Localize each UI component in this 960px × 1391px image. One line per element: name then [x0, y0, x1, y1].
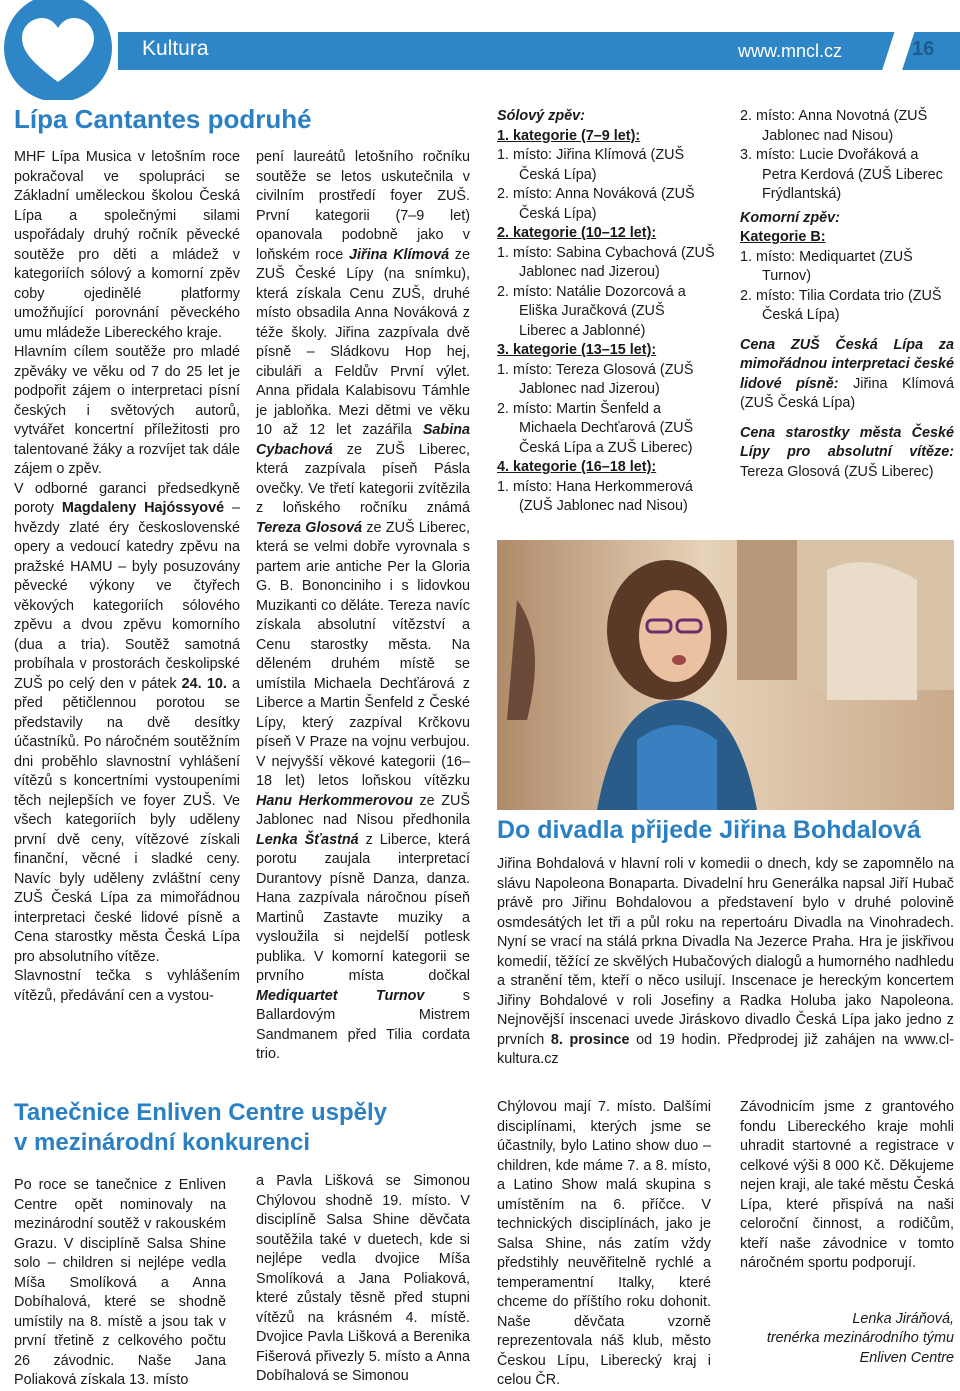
results-column-2	[740, 107, 954, 482]
special-prize-mayor: Cena starostky města České Lípy pro absolutní vítěze: Tereza Glosová (ZUŠ Liberec)	[740, 424, 954, 480]
heart-logo-icon	[0, 0, 118, 100]
article3-column-4: Závodnicím jsme z grantového fondu Libereckého kraje mohli uhradit startovné a registrace v celkové výši 8 000 Kč. Děkujeme nejen kraji, ale také městu Česká Lípa, které přispívá na naši celoroční činnost, a rodičům, kteří naše závodnice v tomto náročném sportu podporují. Lenka Jiráňová, trenérka mezinárodního týmu Enliven Centre	[740, 1098, 954, 1368]
result-item: 1. místo: Jiřina Klímová (ZUŠ Česká Lípa)	[497, 147, 685, 183]
results-heading-solo: Sólový zpěv:	[497, 108, 585, 124]
result-item: 1. místo: Hana Herkommerová (ZUŠ Jablonec nad Nisou)	[497, 478, 693, 514]
article-title-enliven: Tanečnice Enliven Centre uspěly v mezinárodní konkurenci	[14, 1099, 388, 1156]
results-column-1	[497, 107, 715, 517]
signature-org: Enliven Centre	[859, 1349, 954, 1366]
signature-role: trenérka mezinárodního týmu	[766, 1330, 954, 1346]
result-item: 1. místo: Sabina Cybachová (ZUŠ Jablonec nad Jizerou)	[497, 244, 715, 280]
paragraph: Hlavním cílem soutěže pro mladé zpěváky ve věku od 7 do 25 let je podpořit zájem o interpretaci písní českých i světových autorů, vytvářet koncertní příležitosti pro talentované žáky a rozvíjet tak dále zájem o zpěv.	[14, 344, 240, 477]
photo-singing-girl	[497, 540, 954, 810]
article-title-bohdalova: Do divadla přijede Jiřina Bohdalová	[497, 816, 921, 844]
result-item: 3. místo: Lucie Dvořáková a Petra Kerdová (ZUŠ Liberec Frýdlantská)	[740, 147, 943, 202]
article3-column-3: Chýlovou mají 7. místo. Dalšími disciplínami, kterých jsme se účastnily, bylo Latino show duo – children, kde máme 7. a 8. místo, a Latino Show malá skupina s umístěním na 6. příčce. V technických disciplínách, jako je Salsa Shine, nás zatím vždy předstihly neuvěřitelně rychlé a temperamentní Italky, které chceme do příštího roku dohonit. Naše děvčata vzorně reprezentovala náš klub, město Českou Lípu, Liberecký kraj i celou ČR.	[497, 1099, 711, 1388]
article1-column-1	[14, 148, 240, 1006]
results-heading-chamber: Komorní zpěv:	[740, 209, 840, 226]
article-title-lipa-cantantes: Lípa Cantantes podruhé	[14, 104, 312, 134]
special-prize-zus: Cena ZUŠ Česká Lípa za mimořádnou interpretaci české lidové písně: Jiřina Klímová (ZUŠ Česká Lípa)	[740, 336, 954, 411]
result-item: 1. místo: Mediquartet (ZUŠ Turnov)	[740, 248, 913, 284]
paragraph: Slavnostní tečka s vyhlášením vítězů, předávání cen a vystou-	[14, 968, 240, 1004]
category-heading: 2. kategorie (10–12 let):	[497, 225, 657, 241]
category-heading: 3. kategorie (13–15 let):	[497, 342, 657, 358]
result-item: 2. místo: Natálie Dozorcová a Eliška Juračková (ZUŠ Liberec a Jablonné)	[497, 283, 686, 339]
paragraph: MHF Lípa Musica v letošním roce pokračoval ve spolupráci se Základní uměleckou školou Česká Lípa a společnými silami uspořádaly druhý ročník pěvecké soutěže pro děti a mládež v kategoriích sólový a komorní zpěv coby ojedinělé platformy umožňující porovnání pěveckého umu mládeže Libereckého kraje.	[14, 149, 240, 341]
page-number: 16	[912, 38, 935, 60]
article3-column-1: Po roce se tanečnice z Enliven Centre opět nominovaly na mezinárodní soutěž v rakouském Grazu. V disciplíně Salsa Shine solo – children si nejlépe vedla Míša Smolíková a Anna Dobíhalová, které se shodně umístily na 8. místě a jsou tak v první třetině z celkového počtu 26 závodnic. Naše Jana Poliaková získala 13. místo	[14, 1177, 226, 1388]
site-url[interactable]: www.mncl.cz	[738, 41, 843, 61]
result-item: 2. místo: Anna Novotná (ZUŠ Jablonec nad Nisou)	[740, 108, 928, 144]
category-heading: Kategorie B:	[740, 229, 826, 245]
article3-column-2: a Pavla Lišková se Simonou Chýlovou shodně 19. místo. V disciplíně Salsa Shine děvčata soutěžila také v duetech, kde si nejlépe vedla dvojice Míša Smolíková a Jana Poliaková, které zůstaly těsně před stupni vítězů na krásném 4. místě. Dvojice Pavla Lišková a Berenika Fišerová přivezly 5. místo a Anna Dobíhalová se Simonou	[256, 1173, 470, 1384]
signature-name: Lenka Jiráňová,	[852, 1310, 954, 1327]
section-title: Kultura	[142, 37, 209, 60]
result-item: 2. místo: Tilia Cordata trio (ZUŠ Česká Lípa)	[740, 287, 942, 323]
article2-body: Jiřina Bohdalová v hlavní roli v komedii o dnech, kdy se zapomnělo na slávu Napoleona Bonaparta. Divadelní hru Generálka napsal Jiří Hubač právě pro Jiřinu Bohdalovou a představení bylo v druhé polovině osmdesátých let tři a půl roku na repertoáru Divadla na Vinohradech. Nyní se vrací na stálá prkna Divadla Na Jezerce Praha. Hra je jiskřivou komedií, těžící ze skvělých Hubačových dialogů a humorného nadhledu a stranění těm, kteří o něco usilují. Inscenace je hereckým koncertem Jiřiny Bohdalové v roli Josefiny a Radka Holuba jako Napoleona. Nejnovější inscenaci uvede Jiráskovo divadlo Česká Lípa jako jedno z prvních 8. prosince od 19 hodin. Předprodej již zahájen na www.cl-kultura.cz	[497, 856, 954, 1067]
category-heading: 1. kategorie (7–9 let):	[497, 127, 641, 144]
article1-column-2	[256, 148, 470, 1065]
paragraph: V odborné garanci předsedkyně poroty Magdaleny Hajóssyové – hvězdy zlaté éry československé opery a vedoucí katedry zpěvu na pražské HAMU – byly posuzovány pěvecké výkony ve čtyřech věkových kategoriích sólového zpěvu a dvou zpěvu komorního (dua a tria). Soutěž samotná probíhala v prostorách českolipské ZUŠ po celý den v pátek 24. 10. a před pětičlennou porotou se představily na dvě desítky účastníků. Po náročném soutěžním dni proběhlo slavnostní vyhlášení vítězů s koncertními vystoupeními těch nejlepších ve foyer ZUŠ. Ve všech kategoriích byly uděleny první dvě ceny, vítězové získali finanční, věcné i sladké ceny. Navíc byly uděleny zvláštní ceny ZUŠ Česká Lípa za mimořádnou interpretaci české lidové písně a Cena starostky města Česká Lípa pro absolutního vítěze.	[14, 480, 240, 965]
result-item: 2. místo: Anna Nováková (ZUŠ Česká Lípa)	[497, 186, 695, 222]
paragraph: pení laureátů letošního ročníku soutěže se letos uskutečnila v civilním prostředí foyer ZUŠ. První kategorii (7–9 let) opanovala podobně jako v loňském roce Jiřina Klímová ze ZUŠ České Lípy (na snímku), která získala Cenu ZUŠ, druhé místo obsadila Anna Nováková z téže školy. Jiřina zazpívala dvě písně – Sládkovu Hop hej, cibuláři a Feldův První výlet. Anna přidala Kalabisovu Támhle je jabloňka. Mezi dětmi ve věku 10 až 12 let zazářila Sabina Cybachová ze ZUŠ Liberec, která zazpívala píseň Pásla ovečky. Ve třetí kategorii zvítězila z loňského ročníku známá Tereza Glosová ze ZUŠ Liberec, která se velmi dobře vyrovnala s partem arie antiche Per la Gloria G. B. Bononciniho i s lidovkou Muzikanti co děláte. Tereza navíc získala absolutní vítězství a Cenu starostky města. Na děleném druhém místě se umístila Michaela Dechťárová z Liberce a Martin Šenfeld z České Lípy, který zazpíval Krčkovu píseň V Praze na vojnu verbujou. V nejvyšší věkové kategorii (16–18 let) letos loňskou vítězku Hanu Herkommerovou ze ZUŠ Jablonec nad Nisou předhonila Lenka Šťastná z Liberce, která porotu zaujala interpretací Durantovy písně Danza, danza. Hana zazpívala náročnou píseň Martinů Zastavte muziky a vysloužila si nejdelší potlesk publika. V komorní kategorii se prvního místa dočkal Mediquartet Turnov s Ballardovým Mistrem Sandmanem před Tilia cordata trio.	[256, 149, 471, 1062]
category-heading: 4. kategorie (16–18 let):	[497, 459, 657, 475]
result-item: 2. místo: Martin Šenfeld a Michaela Dechťarová (ZUŠ Česká Lípa a ZUŠ Liberec)	[497, 400, 694, 456]
result-item: 1. místo: Tereza Glosová (ZUŠ Jablonec nad Jizerou)	[497, 361, 694, 397]
